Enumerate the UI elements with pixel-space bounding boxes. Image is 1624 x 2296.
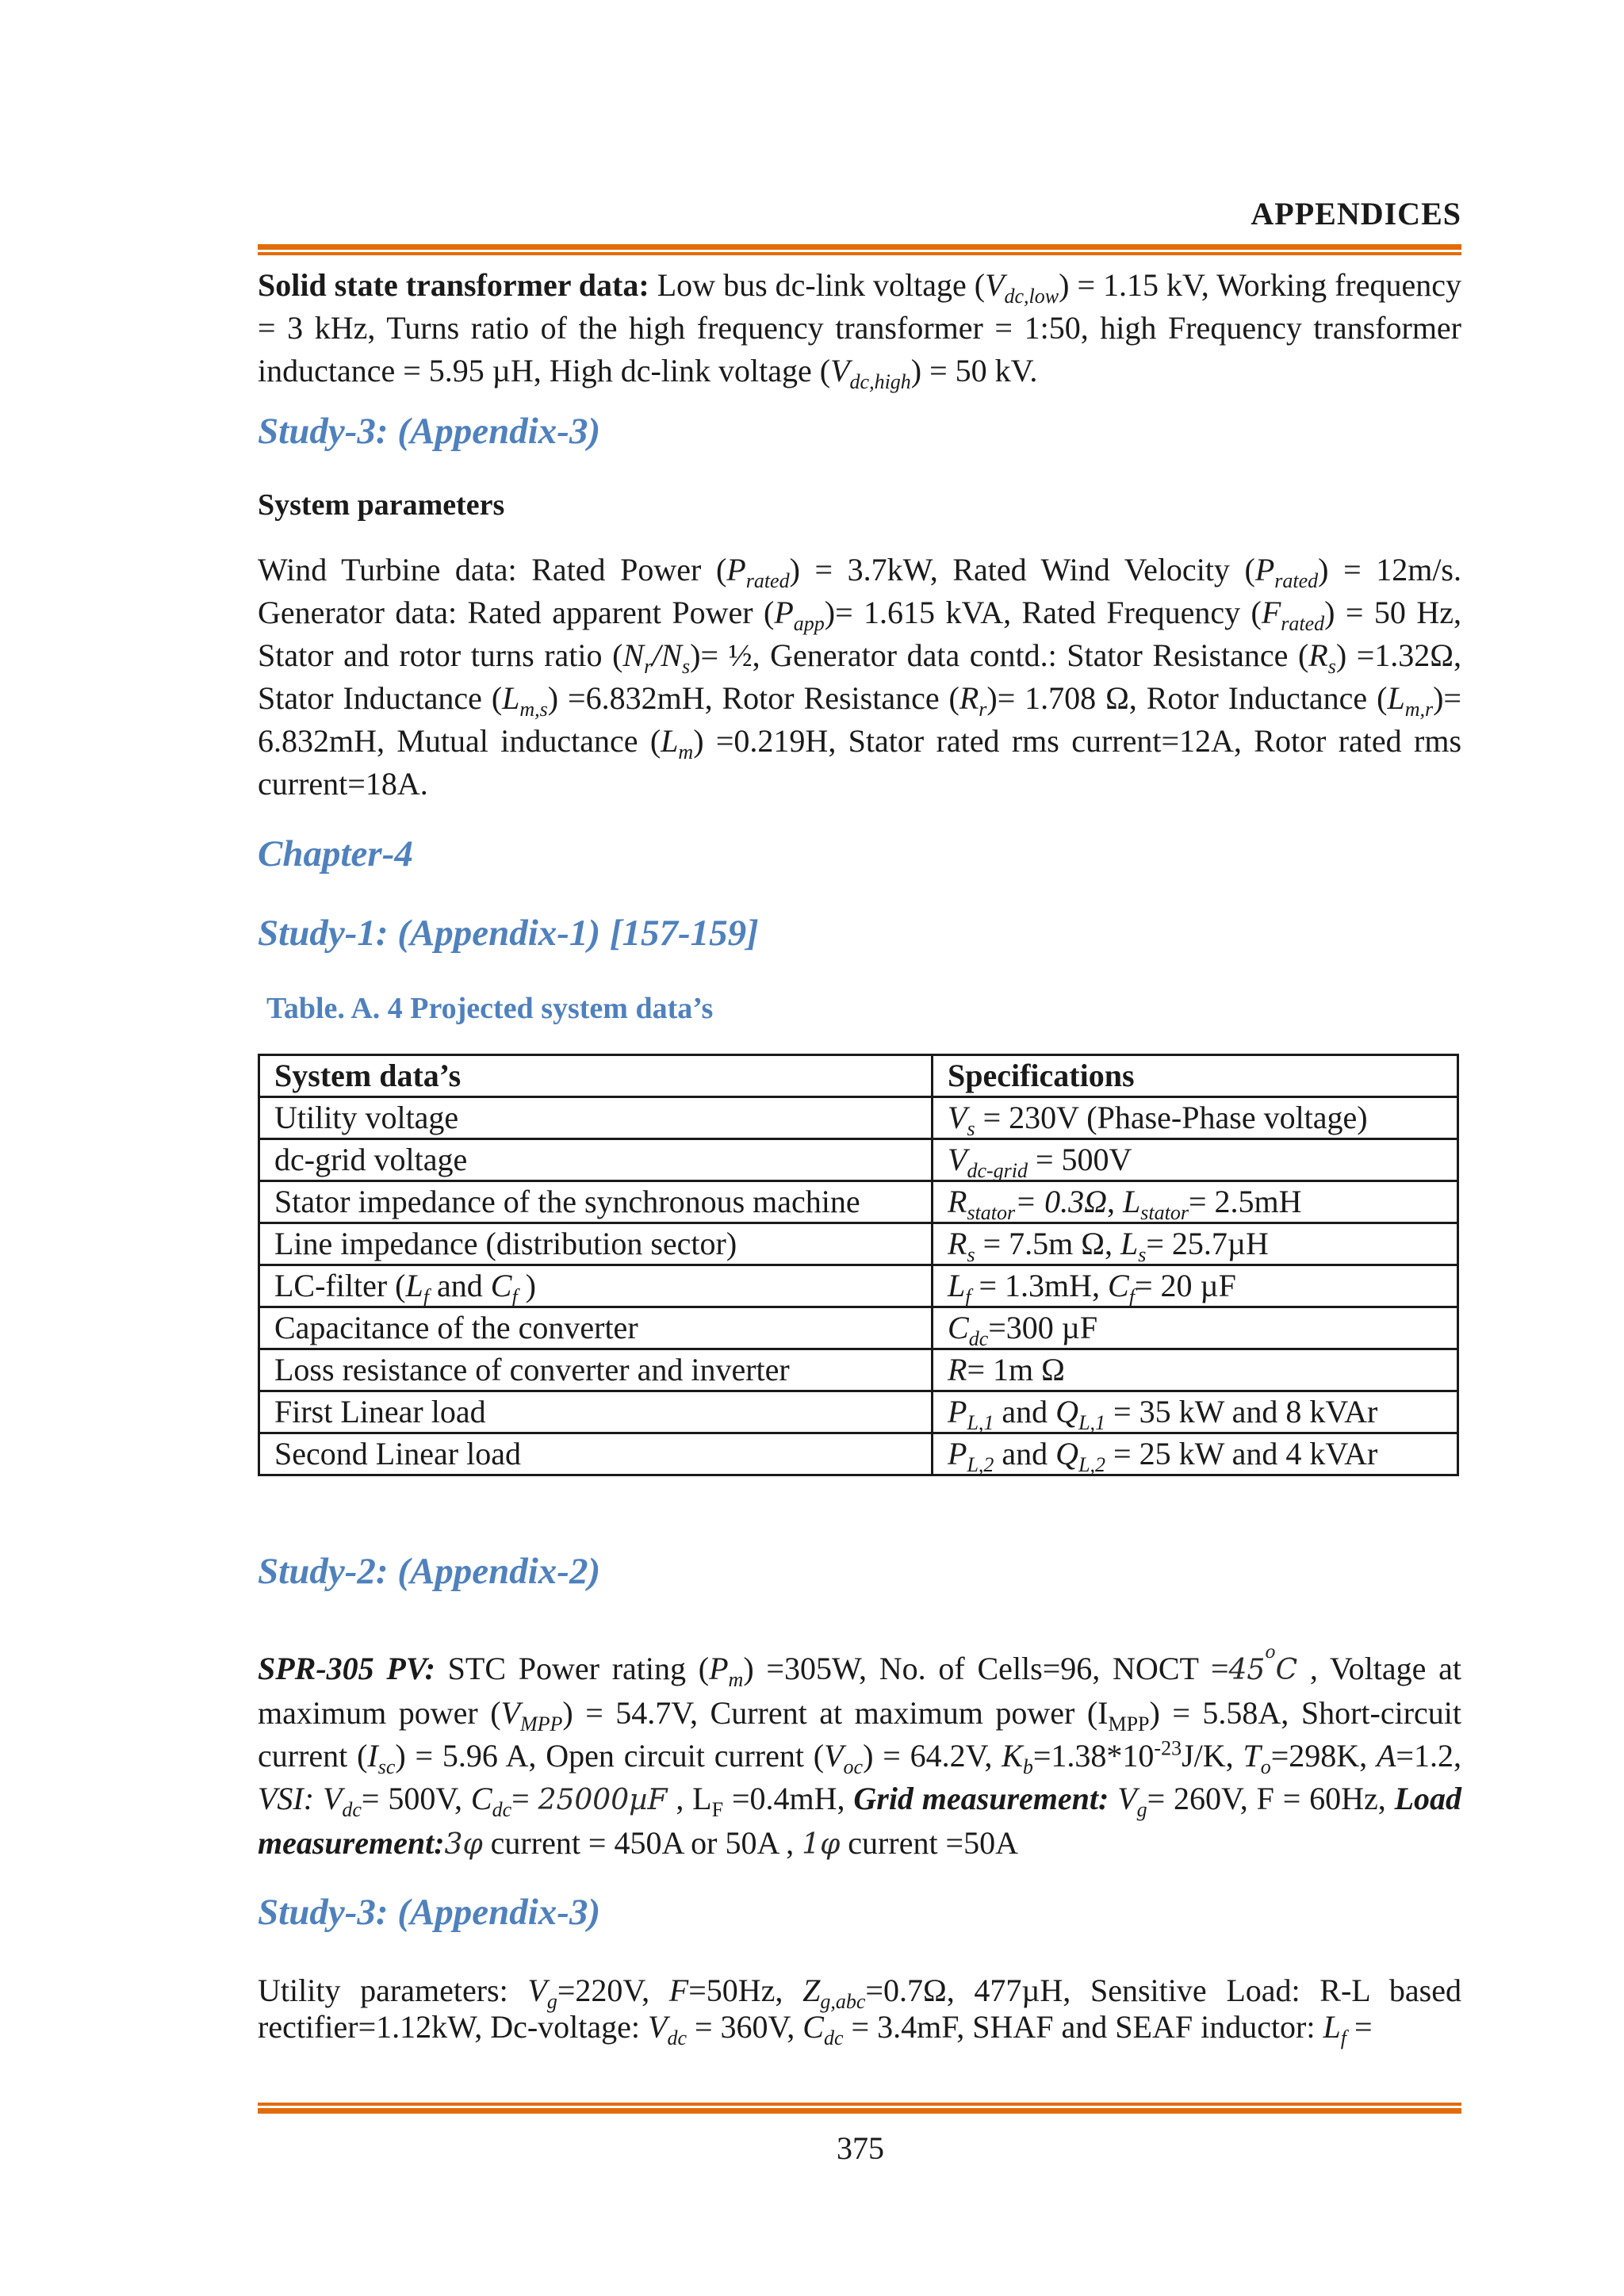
heading-study1-appendix1: Study-1: (Appendix-1) [157-159] — [258, 913, 759, 954]
system-parameters-title: System parameters — [258, 488, 505, 522]
utility-paragraph: Utility parameters: $V_g=220V$, F=50Hz, $Z_{g,abc}=0.7\Omega$, 477µH, Sensitive Load: R-L based rectifier=1.12kW, Dc-voltage: $V_{dc} = 360V$, $C_{dc} = 3.4mF$, SHAF and SEAF inductor: $L_f$ = — [258, 1973, 1462, 2049]
table-header-cell: Specifications — [933, 1055, 1458, 1097]
table-row: Line impedance (distribution sector) $R_s = 7.5m$ Ω, $L_s= 25.7\mu H$ — [259, 1223, 1458, 1265]
heading-study3-appendix3-b: Study-3: (Appendix-3) — [258, 1892, 601, 1933]
header-rule — [258, 244, 1461, 255]
table-header-cell: System data’s — [259, 1055, 933, 1097]
table-row: Stator impedance of the synchronous machine $R_{stator}= 0.3\Omega$, $L_{stator}= 2.5mH$ — [259, 1181, 1458, 1223]
table-caption: Table. A. 4 Projected system data’s — [266, 992, 714, 1025]
running-header: APPENDICES — [1251, 196, 1461, 232]
system-parameters-paragraph: Wind Turbine data: Rated Power $(P_{rated}) = 3.7kW$, Rated Wind Velocity $(P_{rated}) = 12m/s$. Generator data: Rated apparent Power $(P_{app})= 1.615$ kVA, Rated Frequency $(F_{rated}) = 50$ Hz, Stator and rotor turns ratio $(N_r/N_s)=$ ½, Generator data contd.: Stator Resistance $(R_s) =1.32\Omega$, Stator Inductance $(L_{m,s}) =6.832mH$, Rotor Resistance $(R_r)= 1.708$ Ω, Rotor Inductance $(L_{m,r})= 6.832mH$, Mutual inductance $(L_m) =0.219H$, Stator rated rms current=12A, Rotor rated rms current=18A. — [258, 552, 1462, 802]
heading-study2-appendix2: Study-2: (Appendix-2) — [258, 1551, 601, 1592]
footer-rule — [258, 2103, 1461, 2114]
table-row: Second Linear load $P_{L,2}$ and $Q_{L,2} = 25$ kW and 4 kVAr — [259, 1433, 1458, 1475]
table-row: Utility voltage $V_s = 230V$ (Phase-Phase voltage) — [259, 1097, 1458, 1139]
spr-paragraph: SPR-305 PV: STC Power rating $(P_m) =305W$, No. of Cells=96, NOCT $=45^oC$ , Voltage at maximum power $(V_{MPP}) = 54.7V$, Current at maximum power $(I_{MPP}) = 5.58A$, Short-circuit current $(I_{sc}) = 5.96$ A, Open circuit current $(V_{oc}) = 64.2V$, $K_b=1.38*10^{-23}J/K$, $T_o=298K$, A=1.2, VSI: $V_{dc}= 500V$, $C_{dc}= 25000\mu F$ , $L_F =0.4mH$, Grid measurement: $V_g= 260V$, F = 60Hz, Load measurement:3φ current = 450A or 50A , 1φ current =50A — [258, 1643, 1462, 1861]
heading-chapter-4: Chapter-4 — [258, 833, 413, 874]
table-row: LC-filter ($L_f$ and $C_f$ ) $L_f = 1.3mH$, $C_f= 20$ µF — [259, 1265, 1458, 1307]
table-row: Capacitance of the converter $C_{dc}=300$ µF — [259, 1307, 1458, 1349]
table-row: First Linear load $P_{L,1}$ and $Q_{L,1} = 35$ kW and 8 kVAr — [259, 1391, 1458, 1433]
system-data-table — [258, 1054, 1459, 1476]
sst-paragraph: Solid state transformer data: Low bus dc-link voltage $(V_{dc,low}) = 1.15$ kV, Working frequency = 3 kHz, Turns ratio of the high frequency transformer = 1:50, high Frequency transformer inductance = 5.95 µH, High dc-link voltage $(V_{dc,high}) = 50$ kV. — [258, 267, 1461, 393]
table-row: Loss resistance of converter and inverter R= 1m Ω — [259, 1349, 1458, 1391]
table-row: dc-grid voltage $V_{dc-grid} = 500V$ — [259, 1139, 1458, 1181]
page-number: 375 — [837, 2130, 884, 2166]
heading-study3-appendix3: Study-3: (Appendix-3) — [258, 411, 601, 452]
table-header-row — [259, 1055, 1458, 1097]
